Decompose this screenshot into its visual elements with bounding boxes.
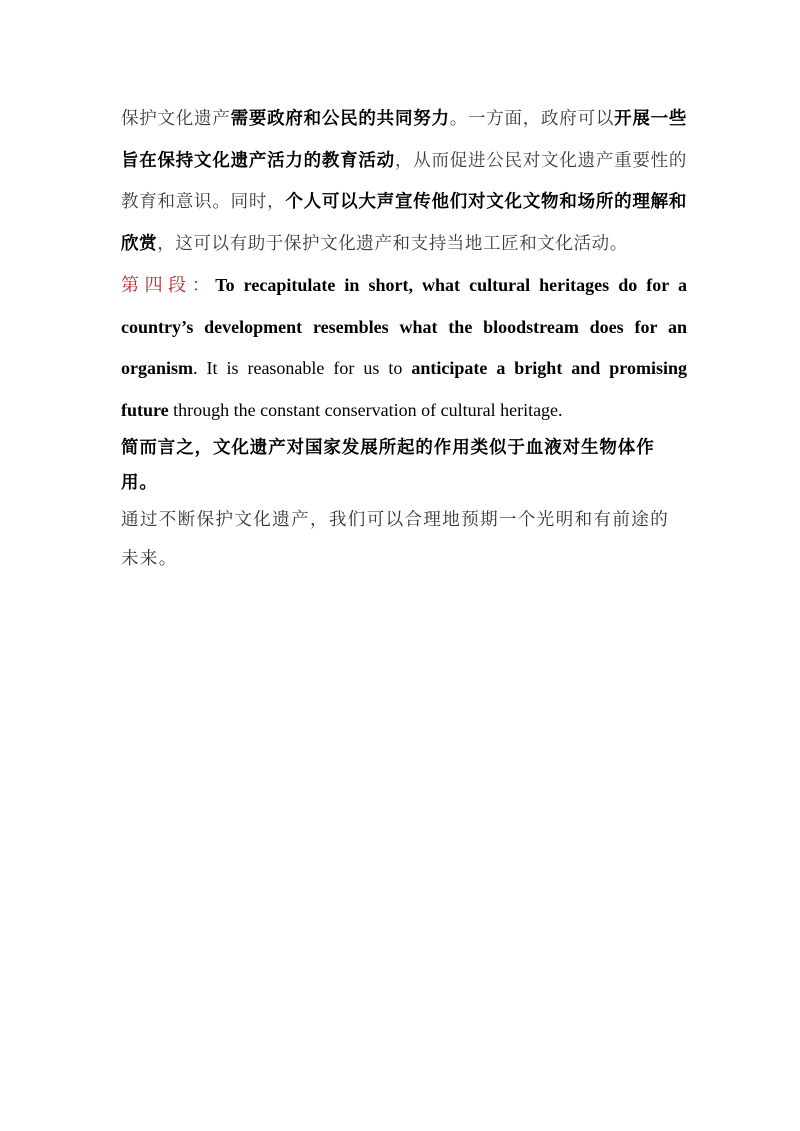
paragraph-three-chinese <box>121 99 687 265</box>
text-segment: ，这可以有助于保护文化遗产和支持当地工匠和文化活动。 <box>157 233 628 254</box>
paragraph-four-english <box>121 265 687 431</box>
document-page <box>121 99 687 579</box>
translation-conclusion: 通过不断保护文化遗产，我们可以合理地预期一个光明和有前途的未来。 <box>121 510 670 569</box>
bold-phrase: anticipate a bright and promising future <box>121 358 687 420</box>
bold-phrase: To recapitulate in short, what cultural heritages do for a country’s development resembles what the bloodstream does for an organism <box>121 275 688 378</box>
text-segment: 保护文化遗产 <box>121 109 231 129</box>
bold-phrase: 开展一些旨在保持文化遗产活力的教育活动 <box>121 109 687 171</box>
text-segment: 。一方面，政府可以 <box>449 109 615 129</box>
translation-summary-line: 简而言之，文化遗产对国家发展所起的作用类似于血液对生物体作用。 <box>121 438 655 493</box>
text-segment: ，从而促进公民对文化遗产重要性的教育和意识。同时， <box>121 150 687 212</box>
bold-phrase: 需要政府和公民的共同努力 <box>230 109 450 129</box>
text-segment: through the constant conservation of cultural heritage. <box>168 399 563 420</box>
bold-phrase: 个人可以大声宣传他们对文化文物和场所的理解和欣赏 <box>121 192 687 254</box>
section-label: 第四段： <box>121 275 216 296</box>
text-segment: . It is reasonable for us to <box>193 358 412 378</box>
